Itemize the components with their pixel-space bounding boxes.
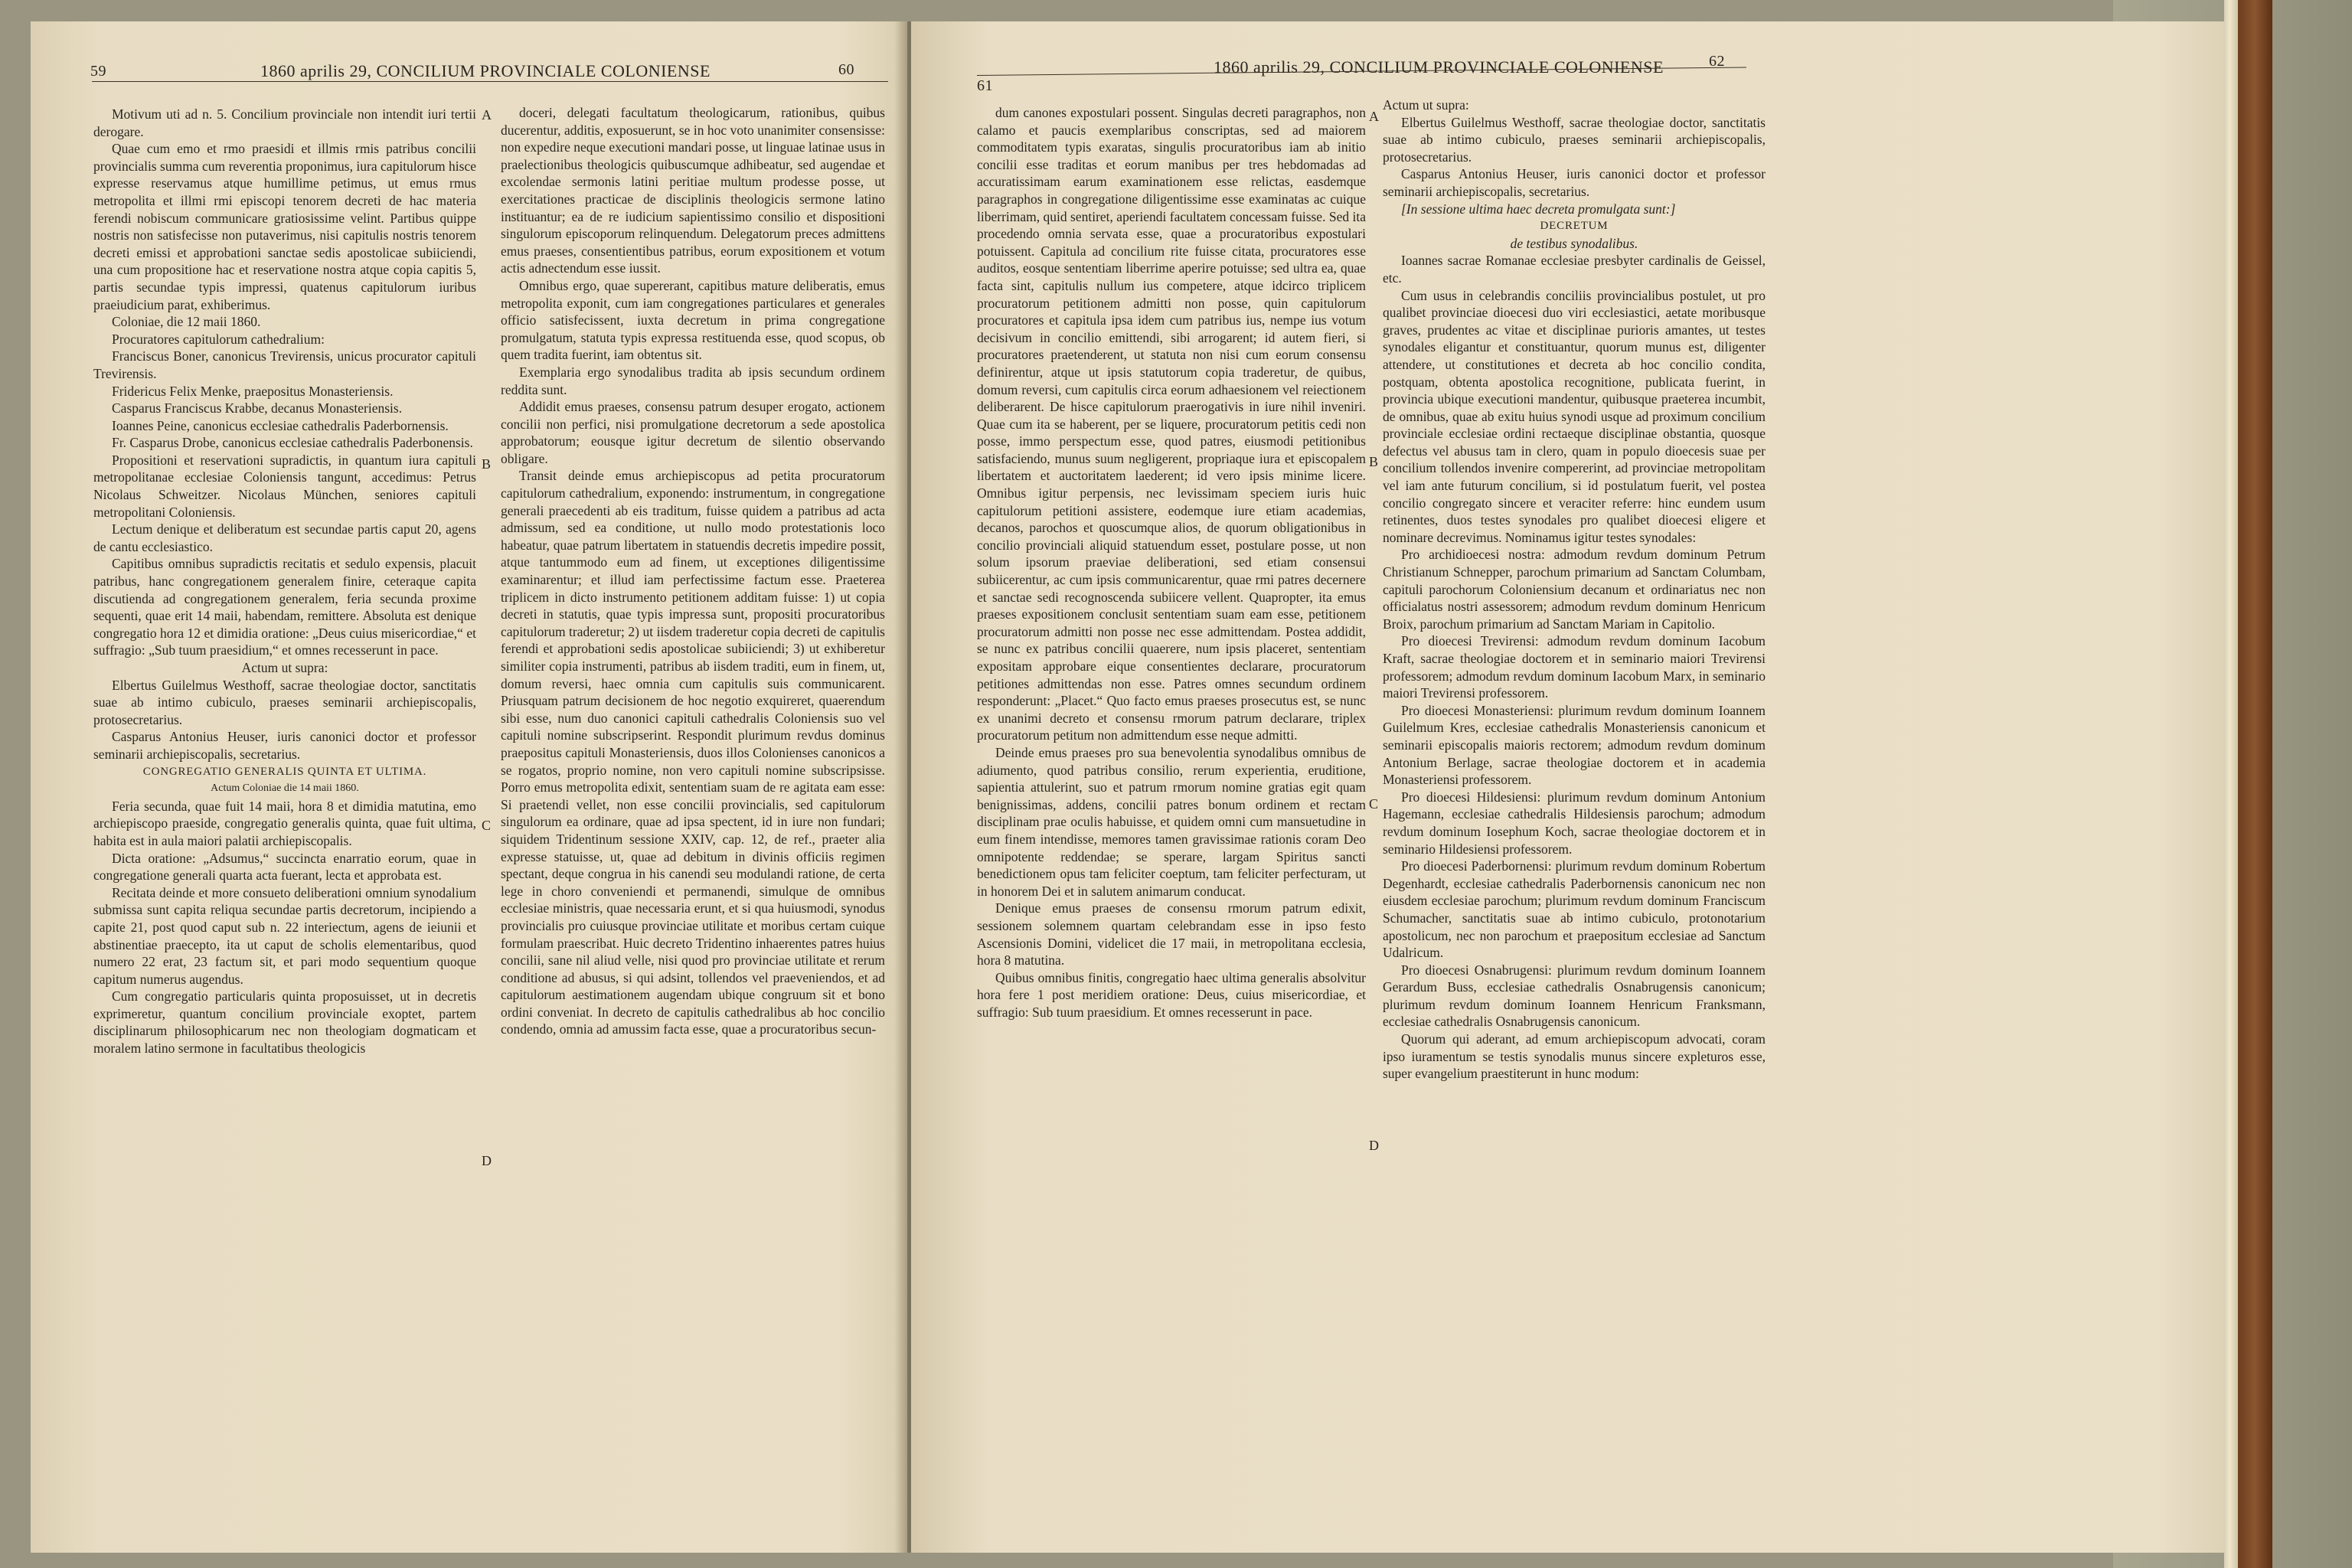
- paragraph: Pro dioecesi Trevirensi: admodum revdum dominum Iacobum Kraft, sacrae theologiae doctorem et in seminario maiori Trevirensi professorem; admodum revdum dominum Iacobum Marx, in seminario maiori Trevirensi professorem.: [1383, 633, 1766, 701]
- running-title: 1860 aprilis 29, CONCILIUM PROVINCIALE COLONIENSE: [1214, 57, 1664, 77]
- book-page-edges: [2224, 0, 2238, 1568]
- margin-letter: B: [1369, 454, 1379, 469]
- paragraph: Addidit emus praeses, consensu patrum desuper erogato, actionem concilii non perfici, nisi promulgatione decretorum a sede apostolica approbatorum; eousque igitur decretum de silentio observando obligare.: [501, 399, 885, 466]
- paragraph: Elbertus Guilelmus Westhoff, sacrae theologiae doctor, sanctitatis suae ab intimo cubiculo, praeses seminarii archiepiscopalis, protosecretarius.: [1383, 114, 1766, 165]
- paragraph: Franciscus Boner, canonicus Trevirensis, unicus procurator capituli Trevirensis.: [93, 348, 476, 381]
- margin-letter: D: [482, 1153, 492, 1168]
- paragraph: Capitibus omnibus supradictis recitatis et sedulo expensis, placuit patribus, hanc congregationem generalem finire, ceteraque capita discutienda ad congregationem generalem, feria secunda proxime sequenti, quae erit 14 maii, habendam, remittere. Absoluta est denique congregatio hora 12 et dimidia oratione: „Deus cuius misericordiae,“ et suffragio: „Sub tuum praesidium,“ et omnes recesserunt in pace.: [93, 556, 476, 658]
- margin-letter: A: [482, 107, 492, 122]
- paragraph: Pro dioecesi Monasteriensi: plurimum revdum dominum Ioannem Guilelmum Kres, ecclesiae cathedralis Monasteriensis canonicum et seminarii episcopalis maioris rectorem; admodum revdum dominum Antonium Berlage, sacrae theologiae doctorem et in academia Monasteriensi professorem.: [1383, 702, 1766, 788]
- paragraph: Ioannes Peine, canonicus ecclesiae cathedralis Paderbornensis.: [112, 417, 449, 433]
- page-number: 59: [90, 63, 106, 80]
- paragraph: Casparus Antonius Heuser, iuris canonici doctor et professor seminarii archiepiscopalis, secretarius.: [93, 729, 476, 762]
- paragraph: Deinde emus praeses pro sua benevolentia synodalibus omnibus de adiumento, quod patribus consilio, rerum experientia, eruditione, sapientia attulerint, suo et patrum rmorum nomine gratias egit quam benignissimas, addens, concilii patres bonum ordinem et rectam disciplinam prae oculis habuisse, et quidem omni cum mansuetudine in eum finem intendisse, memores tamen gravissimae rationis coram Deo omnipotente reddendae; se sperare, largam Spiritus sancti benedictionem opus tam feliciter coeptum, tam feliciter perfecturam, ut in honorem Dei et in salutem animarum conducat.: [977, 744, 1366, 899]
- page-number: 60: [838, 61, 854, 78]
- paragraph: Pro dioecesi Paderbornensi: plurimum revdum dominum Robertum Degenhardt, ecclesiae cathedralis Paderbornensis canonicum nec non eiusdem ecclesiae parochum; plurimum revdum dominum Franciscum Schumacher, sanctitatis suae ab intimo cubiculo, protonotarium apostolicum, nec non parochum et praepositum ecclesiae ad Sanctum Udalricum.: [1383, 858, 1766, 961]
- left-page: [31, 21, 907, 1553]
- paragraph: Transit deinde emus archiepiscopus ad petita procuratorum capitulorum cathedralium, exponendo: instrumentum, in congregatione generali praecedenti ab eis traditum, fuisse quidem a patribus ad acta admissum, sed ea conditione, ut nullo modo protestationis loco habeatur, quae patrum libertatem in statuendis decretis impedire possit, atque tantummodo eum ad finem, ut exceptiones diligentissime examinarentur; et illud iam perfectissime factum esse. Praeterea triplicem in dicto instrumento petitionem additam fuisse: 1) ut copia decreti in statutis, quae typis impressa sunt, propositi procuratoribus capitulorum traderetur; 2) ut iisdem traderetur copia decreti de capitulis ferendi et approbationi sedis apostolicae subiiciendi; 3) ut exhiberetur similiter copia instrumenti, patribus ab iisdem traditi, eum in finem, ut, domum reversi, haec omnia cum capitulis suis communicarent. Priusquam patrum decisionem de hoc negotio exquireret, quaerendum sibi esse, num duo canonici capituli cathedralis Coloniensis suo vel capituli nomine subscripserint. Respondit plurimum revdus dominus praepositus capituli Monasteriensis, duos illos Colonienses canonicos a se rogatos, proprio nomine, non vero capituli nomine subscripsisse. Porro emus metropolita edixit, sententiam suam de re agitata eam esse: Si praetendi vellet, non esse concilii provincialis, sed capitulorum singulorum ea ordinare, quae ad ipsa spectent, id in iure non fundari; siquidem Tridentinum sessione XXIV, cap. 12, de ref., praeter alia expresse statuisse, ut, quae ad debitum in divinis officiis regimen spectant, deque congrua in his canendi seu modulandi ratione, de certa lege in choro conveniendi et permanendi, simulque de omnibus ecclesiae ministris, quae necessaria erunt, et si qua huiusmodi, synodus provincialis pro cuiusque provinciae utilitate et moribus certam cuique formulam praescribat. Huic decreto Tridentino inhaerentes patres huius concilii, sane nil aliud velle, nisi quod pro provinciae utilitate et rerum conditione ad abusus, si qui adsint, tollendos vel praeveniendos, et ad capitulorum aestimationem augendam ubique congruum sit et bono ordini conveniat. In decreto de capitulis cathedralibus ab hoc concilio condendo, omnia ad amussim facta esse, quae a procuratoribus secun-: [501, 468, 885, 1037]
- paragraph: Quorum qui aderant, ad emum archiepiscopum advocati, coram ipso iuramentum se testis synodalis munus sincere expleturos esse, super evangelium praestiterunt in hunc modum:: [1383, 1031, 1766, 1082]
- paragraph: Ioannes sacrae Romanae ecclesiae presbyter cardinalis de Geissel, etc.: [1383, 253, 1766, 286]
- paragraph: Omnibus ergo, quae supererant, capitibus mature deliberatis, emus metropolita exponit, cum iam congregationes particulares et generales officio satisfecissent, iuxta decretum in prima congregatione promulgatum, statuta typis expressa restituenda esse, quod scopus, ob quem tradita fuerint, iam obtentus sit.: [501, 277, 885, 363]
- paragraph: DECRETUM: [1540, 220, 1609, 233]
- running-title: 1860 aprilis 29, CONCILIUM PROVINCIALE COLONIENSE: [260, 61, 710, 80]
- paragraph: Recitata deinde et more consueto deliberationi omnium synodalium submissa sunt capita reliqua secundae partis decretorum, incipiendo a capite 21, post quod caput sub n. 22 interiectum, agens de ieiunii et abstinentiae praecepto, ita ut caput de scholis elementaribus, quod numero 22 erat, 23 factum sit, et pari modo sequentium quoque capitum numerus augendus.: [93, 884, 476, 987]
- paragraph: de testibus synodalibus.: [1510, 235, 1638, 251]
- margin-letter: A: [1369, 109, 1379, 124]
- right-page-column-1: [977, 104, 1366, 1021]
- paragraph: [In sessione ultima haec decreta promulgata sunt:]: [1401, 201, 1676, 217]
- paragraph: Feria secunda, quae fuit 14 maii, hora 8 et dimidia matutina, emo archiepiscopo praeside, congregatio generalis quinta, quae fuit ultima, habita est in aula maiori palatii archiepiscopalis.: [93, 798, 476, 848]
- paragraph: Fr. Casparus Drobe, canonicus ecclesiae cathedralis Paderbonensis.: [112, 435, 473, 451]
- margin-letter: D: [1369, 1138, 1379, 1153]
- right-page: [911, 21, 2224, 1553]
- paragraph: Actum Coloniae die 14 maii 1860.: [211, 782, 359, 795]
- paragraph: Casparus Franciscus Krabbe, decanus Monasteriensis.: [112, 400, 403, 416]
- paragraph: Quae cum emo et rmo praesidi et illmis rmis patribus concilii provincialis summa cum reverentia proponimus, iura capitulorum hisce expresse reservamus atque humillime petimus, ut emus rmus metropolita et illmi rmi episcopi tenorem decreti de hac materia ferendi nobiscum communicare gratiosissime velint. Partibus quippe nostris non satisfecisse non putaverimus, nisi capitulis nostris tenorem decreti emissi et approbationi sanctae sedis apostolicae subiiciendi, una cum propositione hac et reservatione nostra atque copia capitis 5, partis secundae typis impressi, quatenus capitulorum iuribus praeiudicium parat, exhiberimus.: [93, 141, 476, 312]
- paragraph: Motivum uti ad n. 5. Concilium provinciale non intendit iuri tertii derogare.: [93, 106, 476, 139]
- paragraph: Fridericus Felix Menke, praepositus Monasteriensis.: [112, 383, 394, 399]
- book-cover-spine: [2238, 0, 2272, 1568]
- page-number: 62: [1709, 53, 1725, 70]
- paragraph: Actum ut supra:: [1383, 97, 1469, 113]
- paragraph: dum canones expostulari possent. Singulas decreti paragraphos, non calamo et paucis exemplaribus conscriptas, sed ad maiorem commoditatem typis exaratas, singulis procuratoribus iam ab initio concilii esse traditas et eorum manibus per tres hebdomadas ad accuratissimam earum examinationem esse relictas, easdemque paragraphos in congregatione diligentissime esse examinatas ac cuique liberrimam, quid sentiret, aperiendi facultatem concessam fuisse. Sed ita procedendo omnia servata esse, quae a procuratoribus expostulari potuissent. Capitula ad concilium rite fuisse citata, procuratores esse auditos, eosque sententiam liberrime aperire potuisse; sed ultra ea, quae facta sint, capitulis nullum ius competere, atque idcirco triplicem procuratorum petitionem admitti non posse, quin capitulorum procuratores et capitula ipsa idem cum patribus ius, nempe ius votum decisivum in concilio emittendi, sibi arrogarent; id autem fieri, si procuratores praetenderent, ut statuta non nisi cum eorum consensu definirentur, atque ut ipsis statutorum copia traderetur, de quibus, domum reversi, cum capitulis circa eorum adhaesionem vel reiectionem deliberarent. De hisce capitulorum praerogativis in iure nihil inveniri. Quae cum ita se haberent, per se liquere, procuratorum petitis cedi non posse, immo perspectum esse, quod patres, eiusmodi petitionibus satisfaciendo, munus suum negligerent, propriaque iura et episcopalem libertatem et auctoritatem laederent; id vero ipsis minime licere. Omnibus igitur perpensis, nec levissimam speciem iuris huic capitulorum petitioni assistere, eodemque iure etiam academias, decanos, parochos et quoscumque alios, de quorum obligationibus in concilio provinciali aliquid statuendum esset, postulare posse, ut non solum ipsorum praeviae deliberationi, sed etiam consensui subiicerentur, ac cum ipsis communicarentur, quae rmi patres decernere et sanctae sedi recognoscenda subiicere vellent. Quapropter, ita emus praeses expositionem conclusit sententiam suam eam esse, petitionem procuratorum admitti non posse nec esse admittendam. Postea addidit, se nunc ex patribus concilii quaerere, num ipsis placeret, sententiam expositam approbare eique consentientes declarare, procuratorum petitiones admittendas non esse. Patres omnes secundum ordinem responderunt: „Placet.“ Quo facto emus praeses prosecutus est, se nunc ex unanimi decreto et consensu rmorum patrum declarare, triplex procuratorum petitum non admittendum esse neque admitti.: [977, 105, 1366, 743]
- margin-letter: B: [482, 456, 492, 472]
- paragraph: Propositioni et reservationi supradictis, in quantum iura capituli metropolitanae ecclesiae Coloniensis tangunt, accedimus: Petrus Nicolaus Schweitzer. Nicolaus München, seniores capituli metropolitani Coloniensis.: [93, 452, 476, 520]
- paragraph: Exemplaria ergo synodalibus tradita ab ipsis secundum ordinem reddita sunt.: [501, 364, 885, 397]
- paragraph: Cum usus in celebrandis conciliis provincialibus postulet, ut pro qualibet provinciae dioecesi duo viri ecclesiastici, aetate moribusque graves, prudentes ac vitae et disciplinae purioris amantes, ut testes synodales eligantur et constituantur, quorum munus est, diligenter attendere, ut constitutiones et decreta ab hoc concilio condita, postquam, obtenta apostolica recognitione, publicata fuerint, in provincia ubique executioni mandentur, quibusque praeterea incumbit, de omnibus, quae ab exitu huius synodi usque ad proximum concilium provinciale ecclesiae ordini rectaeque disciplinae obstantia, quosque defectus vel abusus tam in clero, quam in populo dioecesis suae per concilium tollendos invenire compererint, ad provinciae metropolitam vel iam ante futurum concilium, si id postulatum fuerit, vel postea concilio congregato sincere et veraciter referre: hinc eundem usum retinentes, duos testes synodales pro qualibet dioecesi eligere et nominare decrevimus. Nominamus igitur testes synodales:: [1383, 287, 1766, 545]
- paragraph: Quibus omnibus finitis, congregatio haec ultima generalis absolvitur hora fere 1 post meridiem oratione: Deus, cuius misericordiae, et suffragio: Sub tuum praesidium. Et omnes recesserunt in pace.: [977, 969, 1366, 1020]
- paragraph: Lectum denique et deliberatum est secundae partis caput 20, agens de cantu ecclesiastico.: [93, 521, 476, 554]
- paragraph: Denique emus praeses de consensu rmorum patrum edixit, sessionem solemnem quartam celebrandam esse in ipso festo Ascensionis Domini, videlicet die 17 maii, in metropolitana ecclesia, hora 8 matutina.: [977, 900, 1366, 969]
- paragraph: Casparus Antonius Heuser, iuris canonici doctor et professor seminarii archiepiscopalis, secretarius.: [1383, 166, 1766, 199]
- right-page-column-2: [1383, 96, 1766, 1083]
- page-number: 61: [977, 77, 993, 94]
- left-page-column-2: [501, 104, 885, 1038]
- paragraph: Procuratores capitulorum cathedralium:: [112, 331, 325, 347]
- paragraph: Pro dioecesi Hildesiensi: plurimum revdum dominum Antonium Hagemann, ecclesiae cathedralis Hildesiensis parochum; admodum revdum dominum Iosephum Koch, sacrae theologiae doctorem et in seminario Hildesiensi professorem.: [1383, 789, 1766, 857]
- paragraph: CONGREGATIO GENERALIS QUINTA ET ULTIMA.: [142, 765, 427, 778]
- paragraph: Coloniae, die 12 maii 1860.: [112, 314, 261, 330]
- paragraph: Cum congregatio particularis quinta proposuisset, ut in decretis exprimeretur, quantum concilium provinciale exoptet, partem disciplinarum philosophicarum nec non theologiam dogmaticam et moralem latino sermone in facultatibus theologicis: [93, 988, 476, 1057]
- margin-letter: C: [1369, 796, 1379, 812]
- paragraph: Actum ut supra:: [241, 660, 328, 675]
- paragraph: Pro dioecesi Osnabrugensi: plurimum revdum dominum Ioannem Gerardum Buss, ecclesiae cathedralis Osnabrugensis canonicum; plurimum revdum dominum Ioannem Henricum Franksmann, ecclesiae cathedralis Osnabrugensis canonicum.: [1383, 962, 1766, 1030]
- left-page-column-1: [93, 106, 476, 1057]
- paragraph: Pro archidioecesi nostra: admodum revdum dominum Petrum Christianum Schnepper, parochum primarium ad Sanctam Columbam, capituli parochorum Coloniensium decanum et ordinariatus nec non officialatus nostri assessorem; admodum revdum dominum Henricum Broix, parochum primarium ad Sanctam Mariam in Capitolio.: [1383, 547, 1766, 632]
- header-rule: [92, 81, 888, 82]
- paragraph: Elbertus Guilelmus Westhoff, sacrae theologiae doctor, sanctitatis suae ab intimo cubiculo, praeses seminarii archiepiscopalis, protosecretarius.: [93, 677, 476, 727]
- margin-letter: C: [482, 818, 492, 833]
- paragraph: Dicta oratione: „Adsumus,“ succincta enarratio eorum, quae in congregatione generali quarta acta fuerant, lecta et approbata est.: [93, 850, 476, 884]
- paragraph: doceri, delegati facultatum theologicarum, rationibus, quibus ducerentur, additis, exposuerunt, se in hoc voto unanimiter consensisse: non expedire neque executioni mandari posse, ut linguae latinae usus in praelectionibus theologicis quibuscumque adhibeatur, sed augendae et excolendae sermonis latini peritiae multum prodesse posse, ut exercitationes practicae de disciplinis theologicis sermone latino instituantur; ea de re iudicium sapientissimo consilio et dispositioni singulorum episcoporum relinquendum. Delegatorum preces admittens emus praeses, consentientibus patribus, eorum expositionem et votum actis adnectendum esse iussit.: [501, 105, 886, 276]
